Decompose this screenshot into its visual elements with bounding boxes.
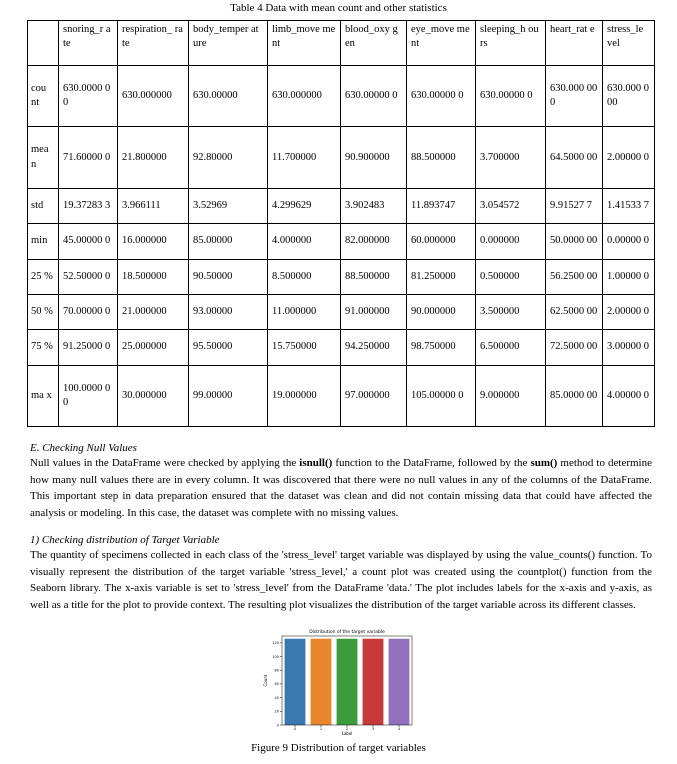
table-cell: 19.000000 [268,365,341,426]
column-header: body_temper ature [189,21,268,66]
row-label: std [28,188,59,223]
table-cell: 105.00000 0 [407,365,476,426]
table-cell: 1.41533 7 [603,188,655,223]
table-cell: 3.500000 [476,294,546,329]
table-cell: 630.00000 0 [341,66,407,127]
x-tick-label: 1 [319,727,323,731]
table-cell: 98.750000 [407,330,476,365]
table-cell: 85.0000 00 [546,365,603,426]
table-cell: 91.000000 [341,294,407,329]
table-cell: 630.000 000 [546,66,603,127]
row-label: cou nt [28,66,59,127]
column-header: heart_rat e [546,21,603,66]
distribution-chart [256,627,416,737]
table-row [28,259,655,294]
table-cell: 4.299629 [268,188,341,223]
column-header: snoring_r ate [59,21,118,66]
row-label: 75 % [28,330,59,365]
table-cell: 630.000 000 [603,66,655,127]
table-cell: 630.00000 [189,66,268,127]
table-cell: 11.700000 [268,127,341,188]
row-label: ma x [28,365,59,426]
table-cell: 15.750000 [268,330,341,365]
table-cell: 1.00000 0 [603,259,655,294]
table-cell: 30.000000 [118,365,189,426]
column-header: stress_le vel [603,21,655,66]
y-tick-label: 20 [274,709,279,714]
table-row [28,330,655,365]
row-label: min [28,224,59,259]
table-row [28,127,655,188]
row-label: mea n [28,127,59,188]
table-cell: 62.5000 00 [546,294,603,329]
table-caption: Table 4 Data with mean count and other statistics [230,2,447,14]
table-cell: 18.500000 [118,259,189,294]
column-header: blood_oxy gen [341,21,407,66]
table-cell: 16.000000 [118,224,189,259]
bar-4 [389,639,410,725]
table-cell: 99.00000 [189,365,268,426]
table-cell: 90.900000 [341,127,407,188]
table-row [28,188,655,223]
x-tick-label: 3 [371,727,375,731]
table-cell: 90.000000 [407,294,476,329]
table-cell: 60.000000 [407,224,476,259]
table-cell: 11.000000 [268,294,341,329]
section-heading: E. Checking Null Values [30,442,137,454]
table-cell: 56.2500 00 [546,259,603,294]
y-tick-label: 0 [276,723,279,728]
table-cell: 90.50000 [189,259,268,294]
table-cell: 82.000000 [341,224,407,259]
table-cell: 94.250000 [341,330,407,365]
table-cell: 70.00000 0 [59,294,118,329]
y-axis-label: Count [263,674,268,687]
table-cell: 52.50000 0 [59,259,118,294]
table-cell: 2.00000 0 [603,127,655,188]
table-cell: 91.25000 0 [59,330,118,365]
column-header: limb_move ment [268,21,341,66]
bar-1 [311,639,332,725]
column-header: sleeping_h ours [476,21,546,66]
x-tick-label: 4 [397,727,401,731]
table-cell: 88.500000 [341,259,407,294]
table-row [28,365,655,426]
table-cell: 0.000000 [476,224,546,259]
section-paragraph: The quantity of specimens collected in each class of the 'stress_level' target variable was displayed by using the value_counts() function. To visually represent the distribution of the target variable 'stress_level,' a count plot was created using the countplot() function from the Seaborn library. The x-axis variable is set to 'stress_level' from the DataFrame 'data.' The plot includes labels for the x-axis and y-axis, as well as a title for the plot to provide context. The resulting plot visualizes the distribution of the target variable across its different classes. [30,549,652,611]
table-header-row [28,21,655,66]
table-cell: 2.00000 0 [603,294,655,329]
table-cell: 9.91527 7 [546,188,603,223]
table-cell: 630.000000 [118,66,189,127]
x-axis-label: Label [341,731,353,736]
table-cell: 85.00000 [189,224,268,259]
table-cell: 4.00000 0 [603,365,655,426]
table-cell: 9.000000 [476,365,546,426]
y-tick-label: 60 [274,682,279,687]
table-cell: 0.500000 [476,259,546,294]
table-cell: 4.000000 [268,224,341,259]
y-tick-label: 40 [274,695,279,700]
table-cell: 93.00000 [189,294,268,329]
chart-title: Distribution of the target variable [309,630,385,635]
table-cell: 21.000000 [118,294,189,329]
table-cell: 0.00000 0 [603,224,655,259]
table-cell: 3.054572 [476,188,546,223]
table-cell: 72.5000 00 [546,330,603,365]
table-cell: 630.00000 0 [407,66,476,127]
table-cell: 45.00000 0 [59,224,118,259]
table-cell: 3.00000 0 [603,330,655,365]
section-paragraph: Null values in the DataFrame were checked by applying the isnull() function to the DataFrame, followed by the sum() method to determine how many null values there are in every column. It was discovered that there were no null values in any of the columns of the DataFrame. This important step in data preparation ensured that the dataset was clean and did not contain missing data that could have affected the analysis or modeling. In this case, the dataset was complete with no missing values. [30,457,653,519]
table-row [28,66,655,127]
table-cell: 630.0000 00 [59,66,118,127]
table-cell: 100.0000 00 [59,365,118,426]
table-row [28,224,655,259]
table-cell: 92.80000 [189,127,268,188]
table-cell: 95.50000 [189,330,268,365]
row-label: 25 % [28,259,59,294]
table-cell: 630.000000 [268,66,341,127]
bar-0 [285,639,306,725]
bar-3 [363,639,384,725]
table-cell: 3.700000 [476,127,546,188]
table-cell: 81.250000 [407,259,476,294]
table-cell: 21.800000 [118,127,189,188]
y-tick-label: 100 [272,654,279,659]
table-cell: 71.60000 0 [59,127,118,188]
x-tick-label: 0 [293,727,297,731]
column-header: eye_move ment [407,21,476,66]
column-header [28,21,59,66]
table-cell: 3.966111 [118,188,189,223]
table-cell: 3.902483 [341,188,407,223]
figure-caption: Figure 9 Distribution of target variables [251,742,426,754]
table-row [28,294,655,329]
y-tick-label: 120 [272,641,279,646]
table-cell: 630.00000 0 [476,66,546,127]
section-null-values [30,441,652,521]
table-cell: 19.37283 3 [59,188,118,223]
table-cell: 6.500000 [476,330,546,365]
section-heading: 1) Checking distribution of Target Variable [30,534,220,546]
column-header: respiration_ rate [118,21,189,66]
y-tick-label: 80 [274,668,279,673]
table-cell: 25.000000 [118,330,189,365]
bar-2 [337,639,358,725]
table-cell: 97.000000 [341,365,407,426]
table-cell: 8.500000 [268,259,341,294]
statistics-table [27,20,655,427]
table-cell: 50.0000 00 [546,224,603,259]
table-cell: 64.5000 00 [546,127,603,188]
table-cell: 11.893747 [407,188,476,223]
table-cell: 88.500000 [407,127,476,188]
row-label: 50 % [28,294,59,329]
section-target-distribution [30,533,652,613]
x-tick-label: 2 [345,727,349,731]
table-cell: 3.52969 [189,188,268,223]
